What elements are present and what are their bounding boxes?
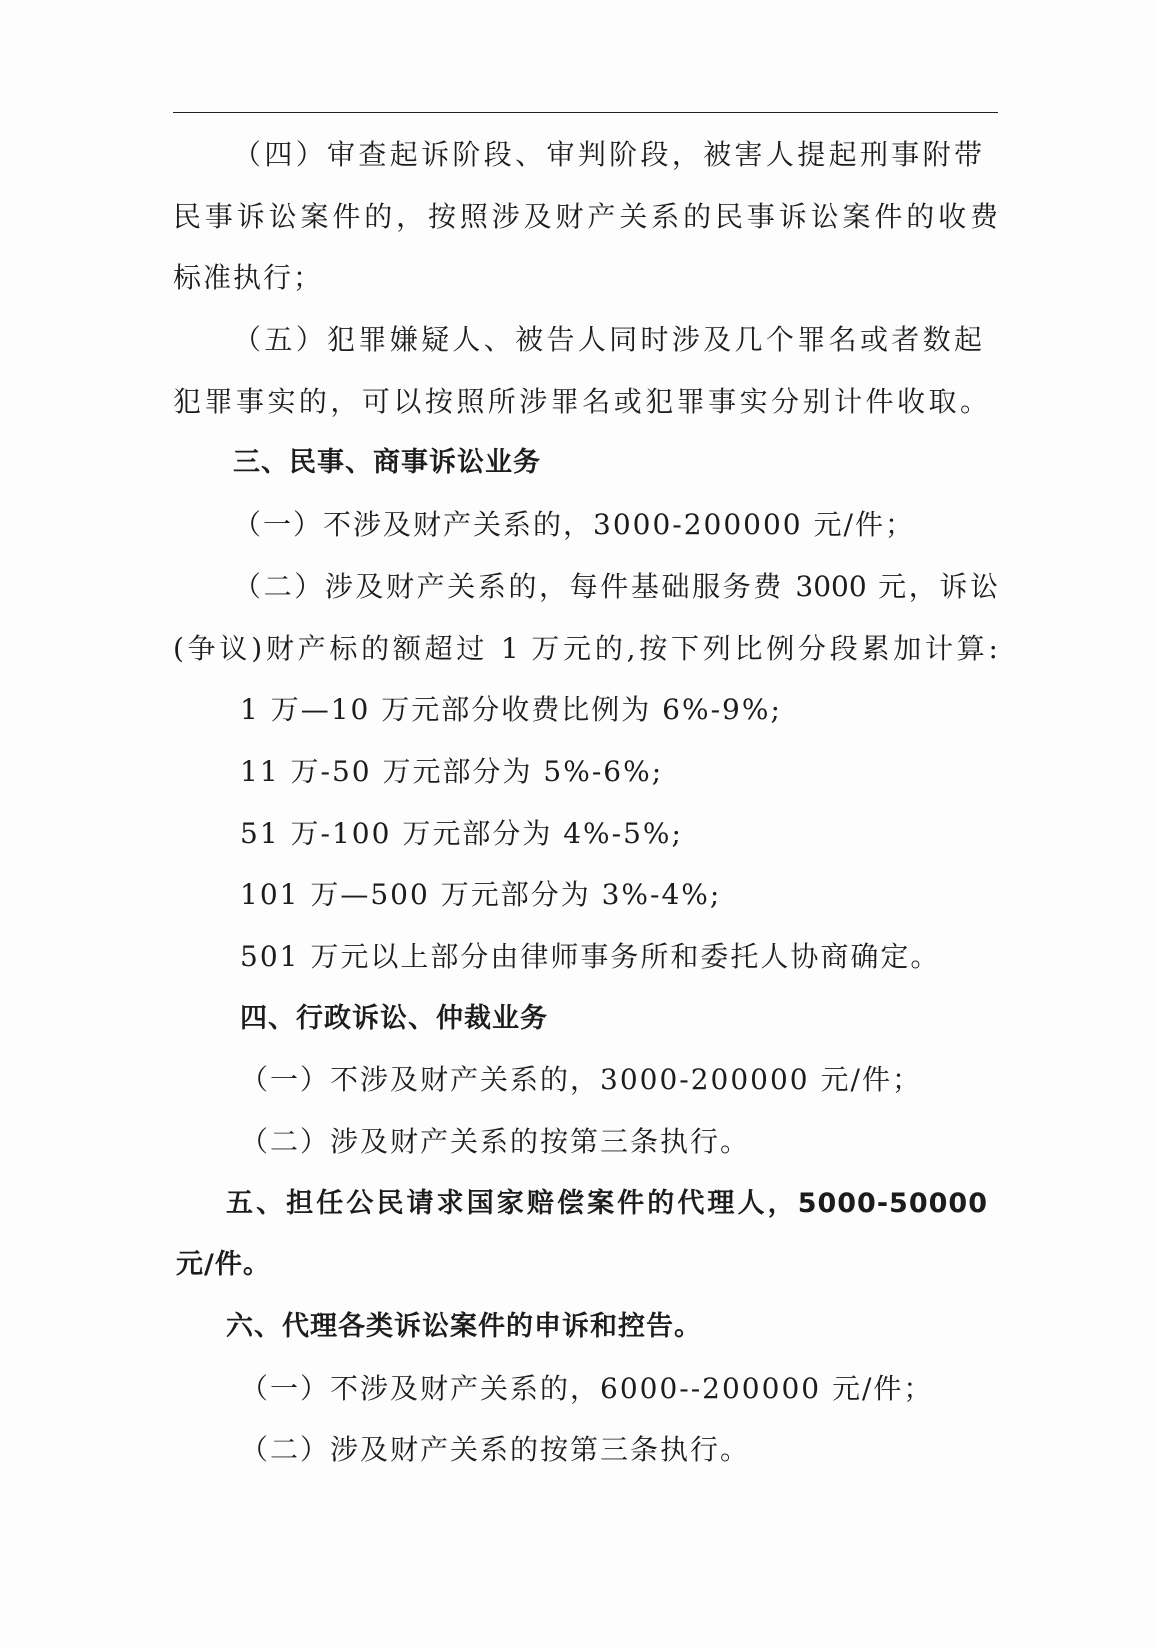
paragraph-line: （四）审查起诉阶段、审判阶段，被害人提起刑事附带: [233, 138, 982, 171]
paragraph-line: （五）犯罪嫌疑人、被告人同时涉及几个罪名或者数起: [233, 323, 982, 357]
section-heading: 六、代理各类诉讼案件的申诉和控告。: [226, 1311, 702, 1343]
paragraph-line: （二）涉及财产关系的按第三条执行。: [240, 1125, 751, 1158]
paragraph-line: 犯罪事实的，可以按照所涉罪名或犯罪事实分别计件收取。: [173, 384, 988, 418]
fee-rate-line: 1 万—10 万元部分收费比例为 6%-9%;: [240, 693, 782, 727]
paragraph-line: 民事诉讼案件的，按照涉及财产关系的民事诉讼案件的收费: [173, 199, 998, 233]
paragraph-line: 标准执行；: [173, 261, 324, 295]
header-rule: [173, 112, 998, 113]
section-heading: 元/件。: [176, 1249, 271, 1281]
paragraph-line: （二）涉及财产关系的按第三条执行。: [240, 1433, 751, 1467]
document-body: [173, 124, 998, 1481]
section-heading: 四、行政诉讼、仲裁业务: [240, 1002, 548, 1034]
fee-rate-line: 101 万—500 万元部分为 3%-4%;: [240, 878, 722, 912]
paragraph-line: （二）涉及财产关系的，每件基础服务费 3000 元，诉讼: [233, 569, 998, 603]
fee-rate-line: 51 万-100 万元部分为 4%-5%;: [240, 816, 683, 850]
fee-rate-line: 501 万元以上部分由律师事务所和委托人协商确定。: [240, 939, 941, 973]
paragraph-line: （一）不涉及财产关系的，3000-200000 元/件；: [233, 508, 915, 542]
fee-rate-line: 11 万-50 万元部分为 5%-6%;: [240, 754, 664, 788]
section-heading: 五、担任公民请求国家赔偿案件的代理人，5000-50000: [226, 1187, 988, 1219]
section-heading: 三、民事、商事诉讼业务: [233, 447, 541, 479]
paragraph-line: （一）不涉及财产关系的，6000--200000 元/件；: [240, 1371, 934, 1405]
paragraph-line: （一）不涉及财产关系的，3000-200000 元/件；: [240, 1063, 922, 1097]
paragraph-line: (争议)财产标的额超过 1 万元的,按下列比例分段累加计算:: [173, 631, 998, 665]
